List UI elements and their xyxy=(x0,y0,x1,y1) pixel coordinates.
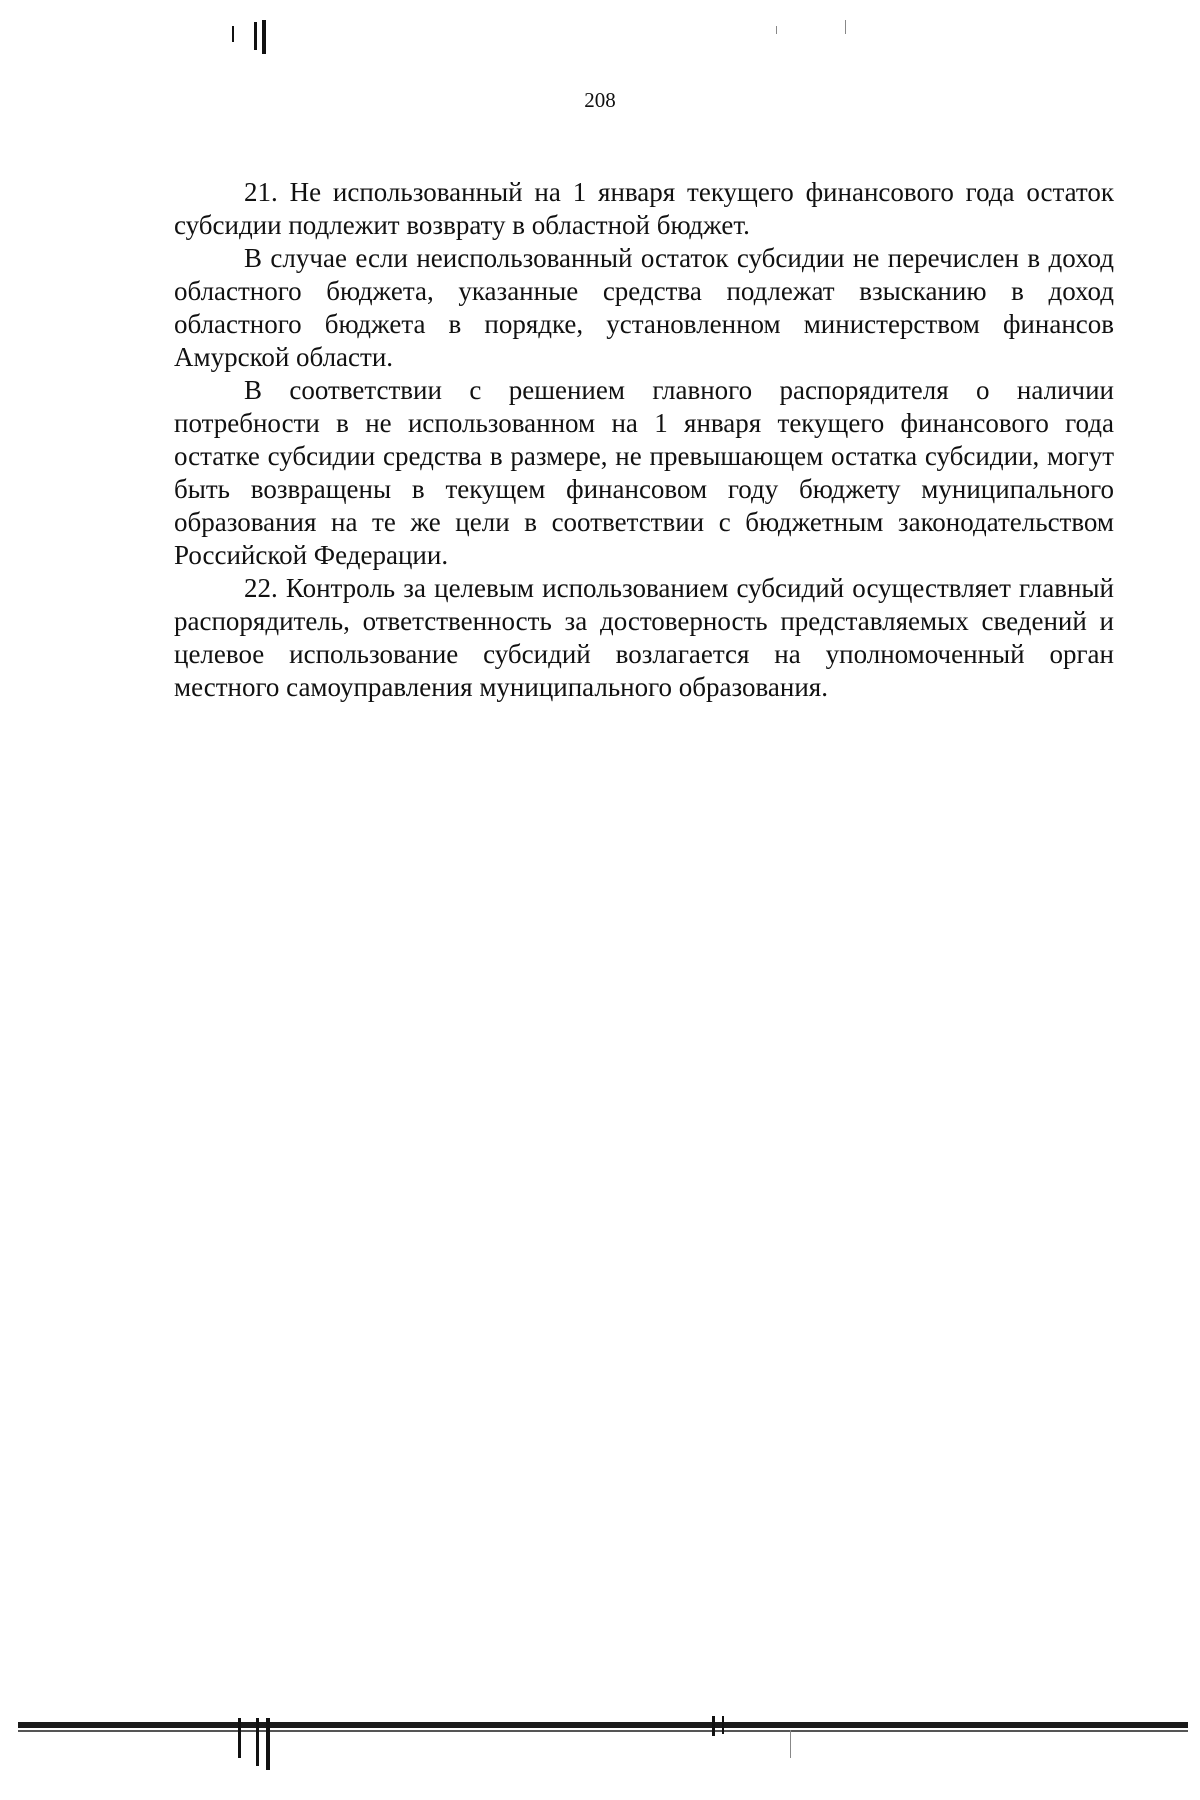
paragraph-21: 21. Не использованный на 1 января текущего финансового года остаток субсидии подлежит возврату в областной бюджет. xyxy=(174,177,1114,240)
scan-bottom-bar-thin xyxy=(18,1730,1188,1732)
scan-artifact-bottom-5 xyxy=(722,1716,724,1734)
paragraph-return-decision: В соответствии с решением главного распорядителя о наличии потребности в не использованном на 1 января текущего финансового года остатке субсидии средства в размере, не превышающем остатка субсидии, могут быть возвращены в текущем финансовом году бюджету муниципального образования на те же цели в соответствии с бюджетным законодательством Российской Федерации. xyxy=(174,375,1114,570)
scan-artifact-bottom-3 xyxy=(266,1718,270,1770)
paragraph-refund-case: В случае если неиспользованный остаток субсидии не перечислен в доход областного бюджета, указанные средства подлежат взысканию в доход областного бюджета в порядке, установленном министерством финансов Амурской области. xyxy=(174,243,1114,372)
page-number: 208 xyxy=(584,88,616,112)
scan-artifact-top-5 xyxy=(845,20,846,34)
scan-artifact-bottom-4 xyxy=(712,1716,715,1736)
scan-bottom-bar xyxy=(18,1722,1188,1728)
scan-artifact-top-4 xyxy=(776,26,777,34)
scan-artifact-bottom-1 xyxy=(238,1718,241,1758)
paragraph-22: 22. Контроль за целевым использованием субсидий осуществляет главный распорядитель, ответственность за достоверность представляемых сведений и целевое использование субсидий возлагается на уполномоченный орган местного самоуправления муниципального образования. xyxy=(174,573,1114,702)
scan-artifact-top-1 xyxy=(232,26,234,42)
document-body xyxy=(174,176,1114,704)
scan-artifact-bottom-2 xyxy=(256,1718,259,1766)
scan-artifact-top-2 xyxy=(254,22,257,50)
scan-artifact-top-3 xyxy=(262,20,266,54)
scan-artifact-bottom-6 xyxy=(790,1730,791,1758)
